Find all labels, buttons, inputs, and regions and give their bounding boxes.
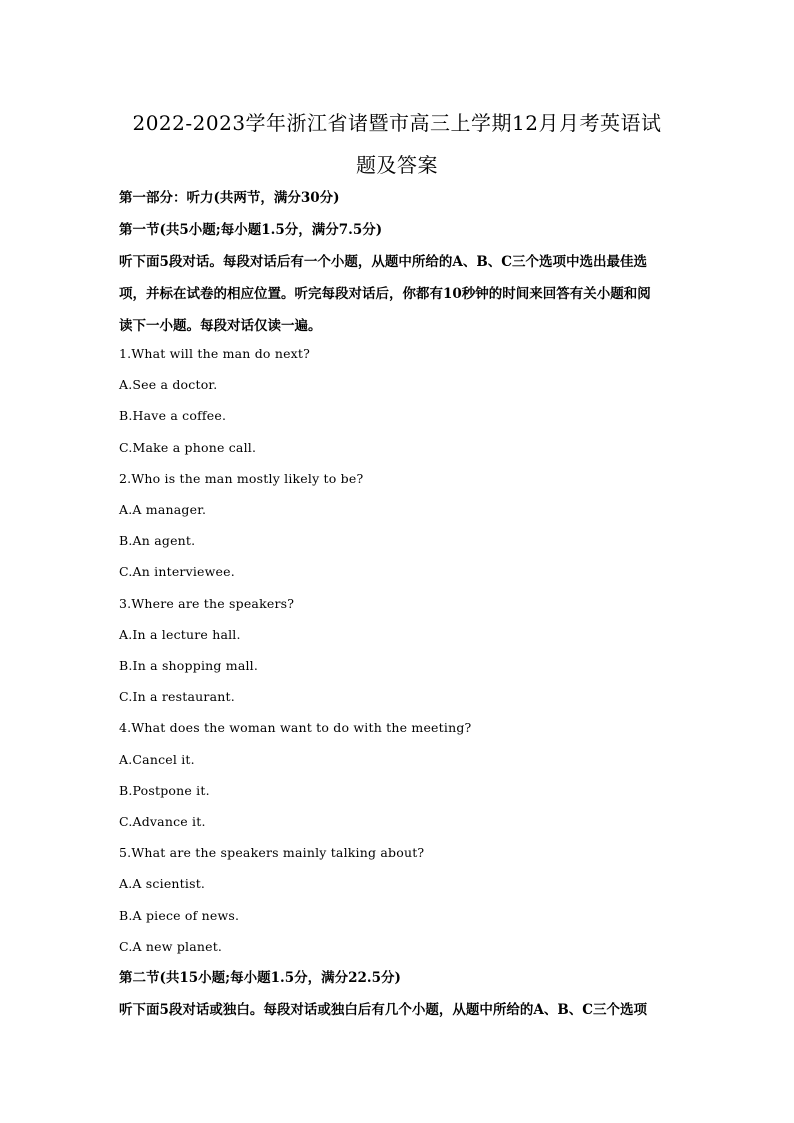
question-option: C.A new planet.	[119, 939, 223, 954]
question-option: A.See a doctor.	[119, 377, 218, 392]
question-option: C.Advance it.	[119, 814, 206, 829]
question-stem: 2.Who is the man mostly likely to be?	[119, 471, 364, 486]
question-option: B.Have a coffee.	[119, 408, 227, 423]
section2-instruction-line: 听下面5段对话或独白。每段对话或独白后有几个小题，从题中所给的A、B、C三个选项	[119, 1002, 648, 1018]
question-stem: 1.What will the man do next?	[119, 346, 311, 361]
question-option: C.An interviewee.	[119, 564, 235, 579]
section1-heading: 第一节(共5小题;每小题1.5分，满分7.5分)	[119, 222, 383, 238]
question-option: A.Cancel it.	[119, 752, 195, 767]
question-option: A.In a lecture hall.	[119, 627, 241, 642]
question-stem: 5.What are the speakers mainly talking about?	[119, 845, 425, 860]
question-stem: 3.Where are the speakers?	[119, 596, 295, 611]
document-title-line-2: 题及答案	[356, 153, 438, 177]
section1-instruction-line: 听下面5段对话。每段对话后有一个小题，从题中所给的A、B、C三个选项中选出最佳选	[119, 254, 648, 270]
question-option: A.A manager.	[119, 502, 207, 517]
section1-instruction-line: 项，并标在试卷的相应位置。听完每段对话后，你都有10秒钟的时间来回答有关小题和阅	[119, 286, 651, 302]
question-option: B.Postpone it.	[119, 783, 210, 798]
question-option: B.A piece of news.	[119, 908, 240, 923]
question-stem: 4.What does the woman want to do with the meeting?	[119, 720, 472, 735]
question-option: C.Make a phone call.	[119, 440, 257, 455]
section1-instruction-line: 读下一小题。每段对话仅读一遍。	[119, 318, 322, 334]
question-option: B.An agent.	[119, 533, 196, 548]
question-option: B.In a shopping mall.	[119, 658, 259, 673]
question-option: A.A scientist.	[119, 876, 206, 891]
section2-heading: 第二节(共15小题;每小题1.5分，满分22.5分)	[119, 970, 401, 986]
question-option: C.In a restaurant.	[119, 689, 235, 704]
document-title-line-1: 2022-2023学年浙江省诸暨市高三上学期12月月考英语试	[132, 111, 662, 135]
part1-heading: 第一部分：听力(共两节，满分30分)	[119, 190, 340, 206]
